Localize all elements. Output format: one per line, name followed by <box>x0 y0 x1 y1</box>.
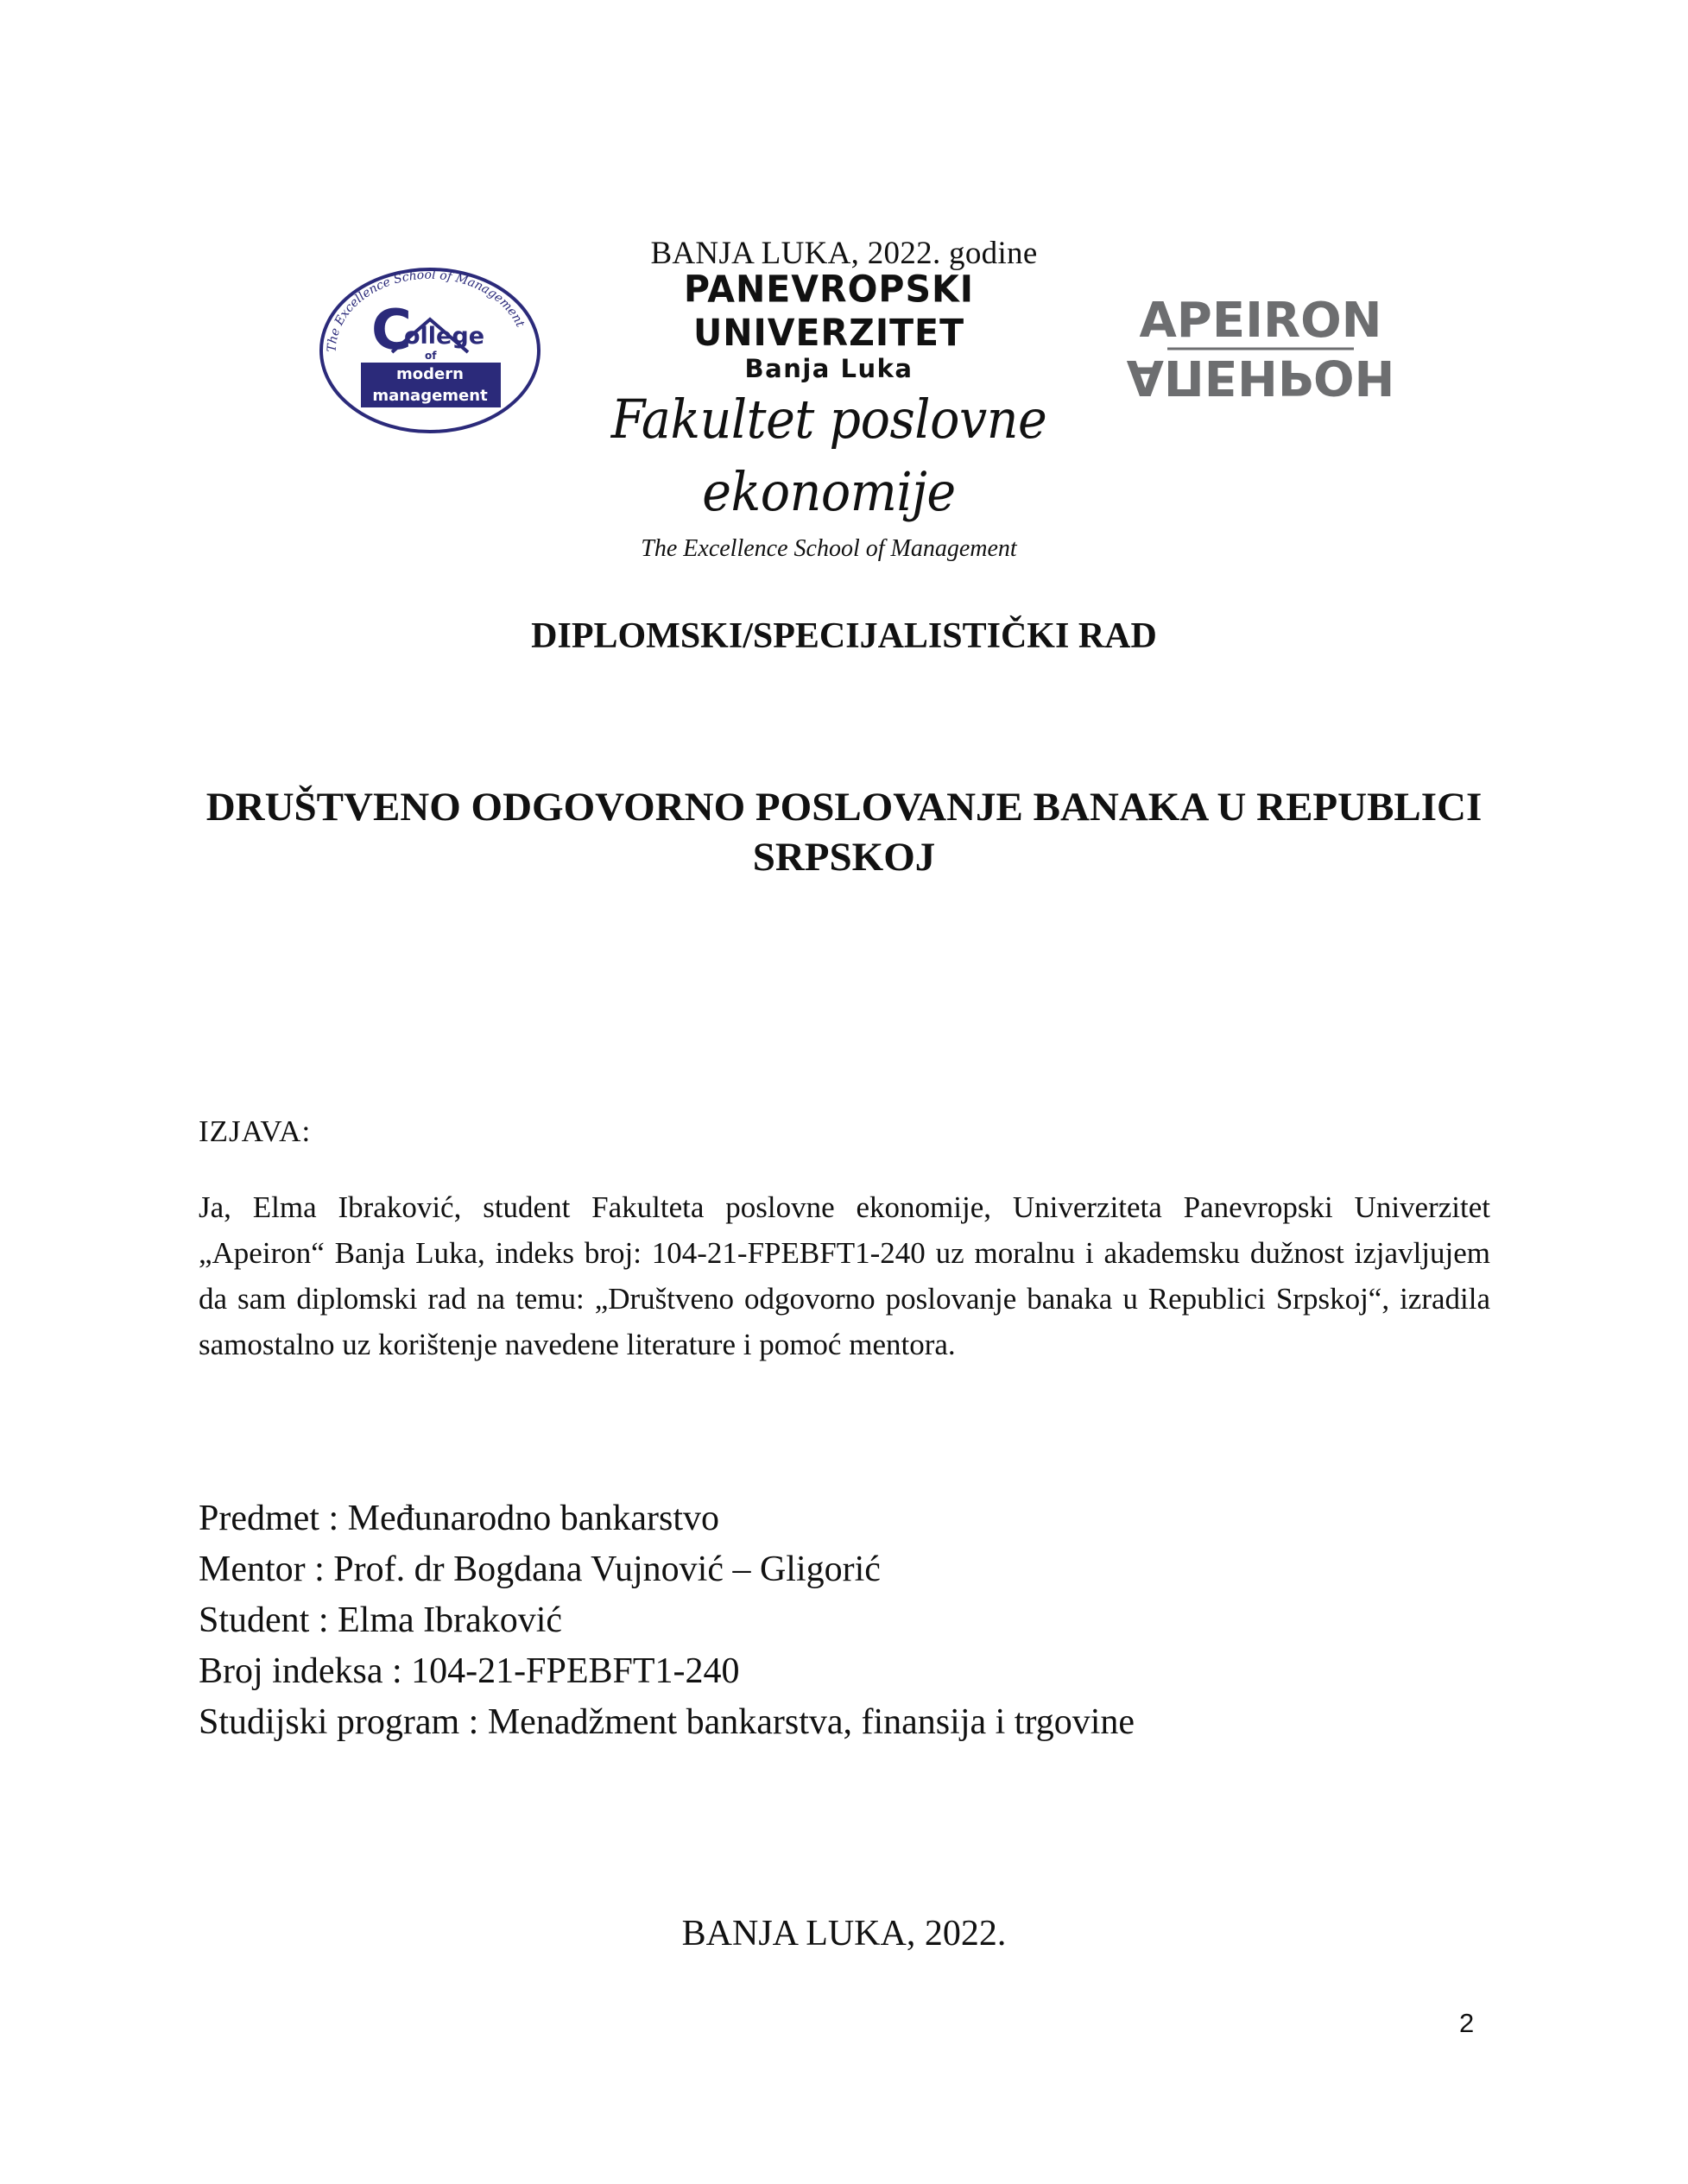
college-logo-line3: modern <box>396 365 464 383</box>
apeiron-logo-mirror-word: АПЕНРОН <box>1126 349 1395 405</box>
footer-city-year: BANJA LUKA, 2022. <box>681 1914 1007 1954</box>
apeiron-logo-word: APEIRON <box>1139 293 1382 349</box>
detail-program: Studijski program : Menadžment bankarstva, finansija i trgovine <box>199 1702 1135 1742</box>
detail-subject: Predmet : Međunarodno bankarstvo <box>199 1499 720 1538</box>
thesis-type: DIPLOMSKI/SPECIJALISTIČKI RAD <box>531 616 1157 656</box>
college-logo-ring-text: The Excellence School of Management <box>325 268 528 353</box>
college-logo-line1: ollege <box>404 323 485 350</box>
statement-text: Ja, Elma Ibraković, student Fakulteta poslovne ekonomije, Univerziteta Panevropski Univerzitet „Apeiron“ Banja Luka, indeks broj: 104-21-FPEBFT1-240 uz moralnu i akademsku dužnost izjavljujem da sam diplomski rad na temu: „Društveno odgovorno poslovanje banaka u Republici Srpskoj“, izradila samostalno uz korištenje navedene literature i pomoć mentora. <box>199 1190 1490 1361</box>
university-city: Banja Luka <box>744 354 914 383</box>
detail-index: Broj indeksa : 104-21-FPEBFT1-240 <box>199 1651 740 1691</box>
detail-student: Student : Elma Ibraković <box>199 1600 563 1640</box>
statement-label: IZJAVA: <box>199 1114 312 1148</box>
college-logo-line2: of <box>425 350 437 362</box>
university-header <box>553 269 1105 565</box>
faculty-name: Fakultet poslovne ekonomije <box>610 388 1047 523</box>
thesis-details <box>199 1493 1135 1748</box>
college-of-modern-management-logo <box>318 266 542 435</box>
thesis-title: DRUŠTVENO ODGOVORNO POSLOVANJE BANAKA U REPUBLICI SRPSKOJ <box>205 785 1483 880</box>
college-logo-line4: management <box>372 387 488 405</box>
excellence-tagline: The Excellence School of Management <box>641 535 1017 562</box>
header-city-year: BANJA LUKA, 2022. godine <box>650 236 1038 271</box>
svg-text:C: C <box>371 299 412 363</box>
apeiron-logo <box>1126 285 1395 414</box>
page-number: 2 <box>1459 2008 1475 2038</box>
university-name: PANEVROPSKI UNIVERZITET <box>683 267 975 355</box>
detail-mentor: Mentor : Prof. dr Bogdana Vujnović – Gligorić <box>199 1550 881 1589</box>
